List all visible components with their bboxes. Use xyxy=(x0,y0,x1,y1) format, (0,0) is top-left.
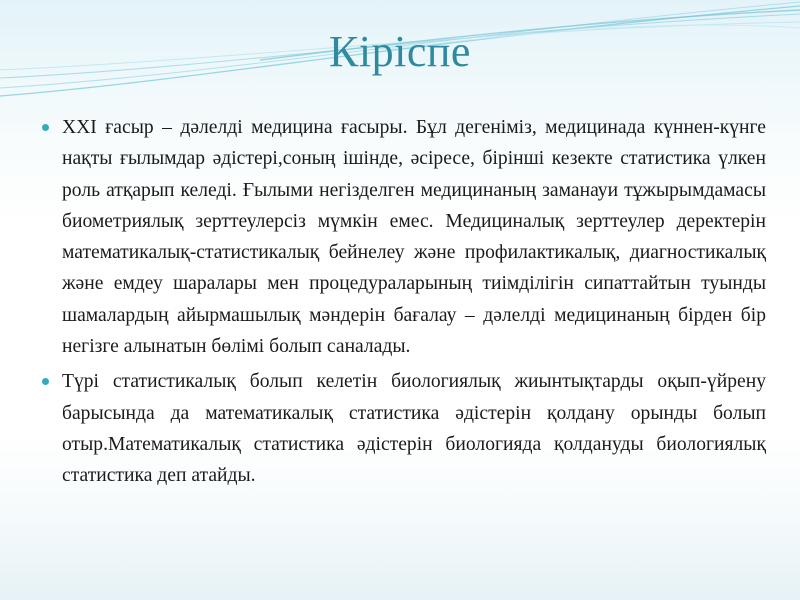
bullet-paragraph-1 xyxy=(40,112,766,362)
bullet-paragraph-2 xyxy=(40,366,766,491)
paragraph-text: Түрі статистикалық болып келетін биологиялық жиынтықтарды оқып-үйрену барысында да математикалық статистика әдістерін қолдану орынды болып отыр.Математикалық статистика әдістерін биологияда қолдануды биологиялық статистика деп атайды. xyxy=(62,371,766,487)
slide-body xyxy=(40,112,766,496)
paragraph-text: XXI ғасыр – дәлелді медицина ғасыры. Бұл дегеніміз, медицинада күннен-күнге нақты ғылымдар әдістері,соның ішінде, әсіресе, бірінші кезекте статистика үлкен роль атқарып келеді. Ғылыми негізделген медицинаның заманауи тұжырымдамасы биометриялық зерттеулерсіз мүмкін емес. Медициналық зерттеулер деректерін математикалық-статистикалық бейнелеу және профилактикалық, диагностикалық және емдеу шаралары мен процедураларының тиімділігін сипаттайтын туынды шамалардың айырмашылық мәндерін бағалау – дәлелді медицинаның бірден бір негізге алынатын бөлімі болып саналады. xyxy=(62,117,766,358)
slide-title: Кіріспе xyxy=(329,27,471,76)
bullet-dot-icon xyxy=(42,378,49,385)
bullet-dot-icon xyxy=(42,124,49,131)
